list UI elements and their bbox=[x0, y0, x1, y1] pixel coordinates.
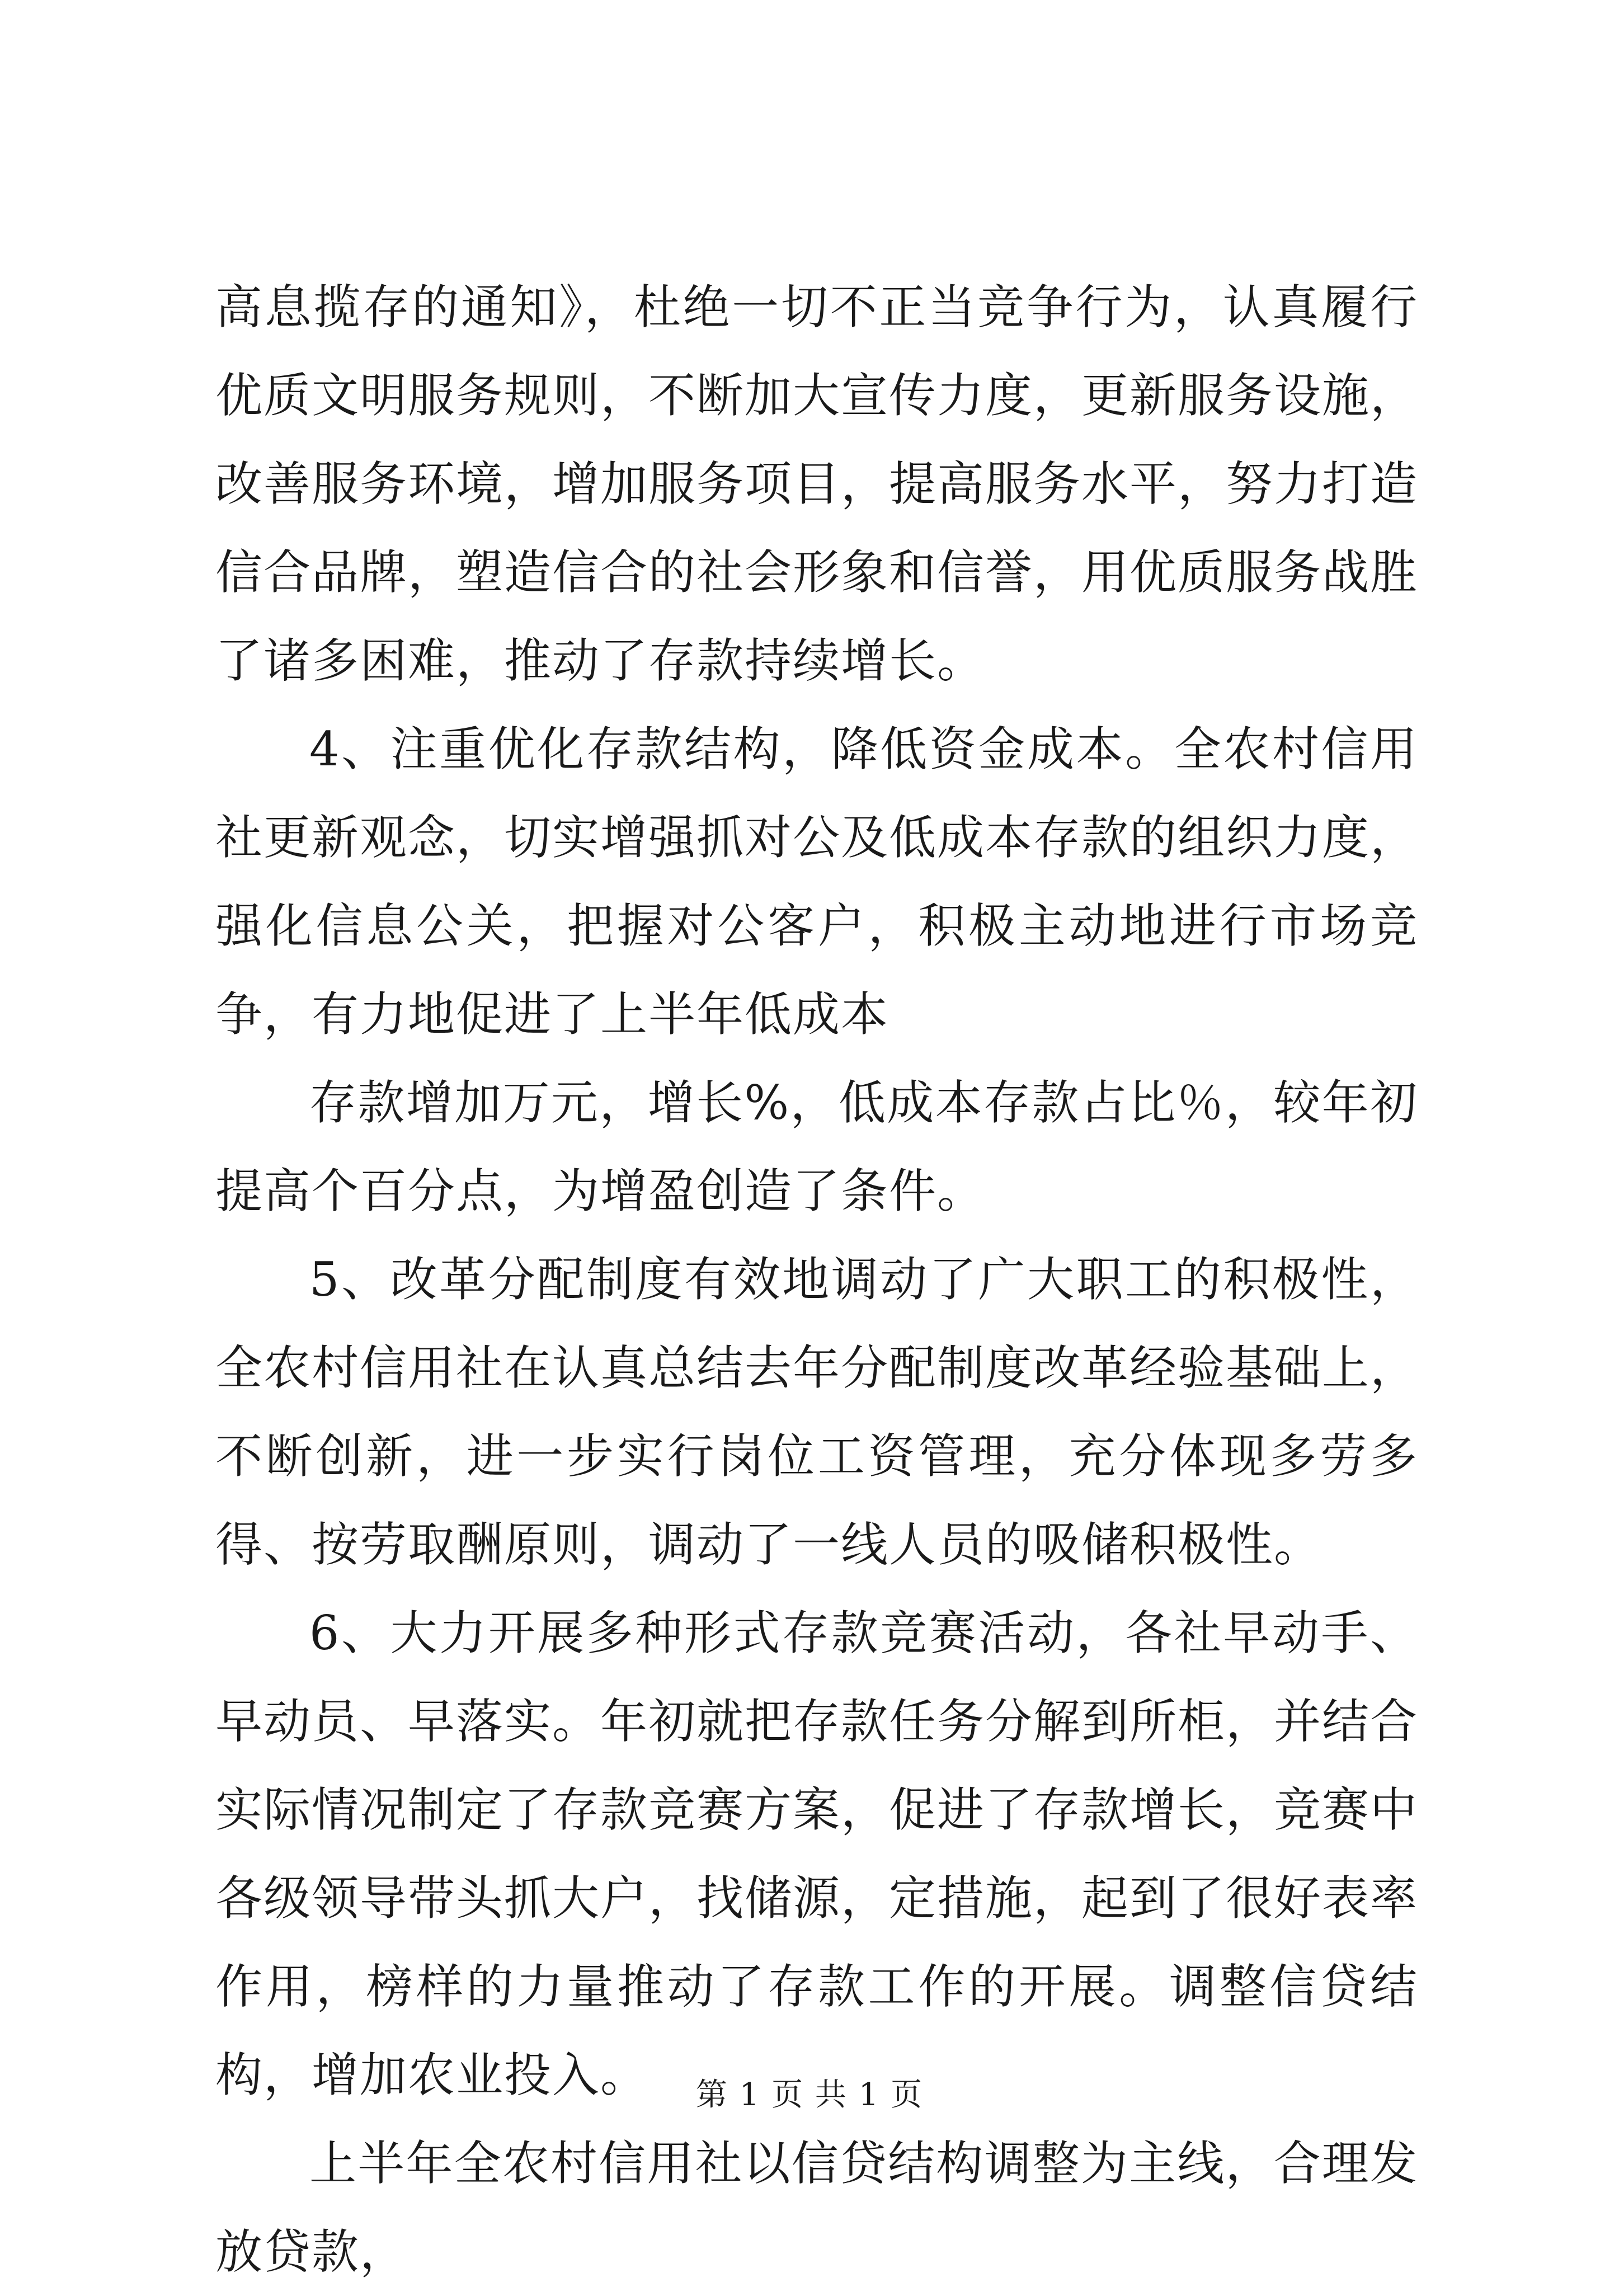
paragraph-4: 5、改革分配制度有效地调动了广大职工的积极性，全农村信用社在认真总结去年分配制度改革经验基础上，不断创新，进一步实行岗位工资管理，充分体现多劳多得、按劳取酬原则，调动了一线人员的吸储积极性。 bbox=[215, 1252, 1419, 1572]
page-number-label: 第 1 页 共 1 页 bbox=[695, 2077, 924, 2113]
paragraph-1: 高息揽存的通知》，杜绝一切不正当竞争行为，认真履行优质文明服务规则，不断加大宣传力度，更新服务设施，改善服务环境，增加服务项目，提高服务水平，努力打造信合品牌，塑造信合的社会形象和信誉，用优质服务战胜了诸多困难，推动了存款持续增长。 bbox=[215, 280, 1419, 688]
paragraph-3: 存款增加万元，增长%，低成本存款占比％，较年初提高个百分点，为增盈创造了条件。 bbox=[215, 1075, 1418, 1218]
paragraph-2: 4、注重优化存款结构，降低资金成本。全农村信用社更新观念，切实增强抓对公及低成本存款的组织力度，强化信息公关，把握对公客户，积极主动地进行市场竞争，有力地促进了上半年低成本 bbox=[215, 722, 1419, 1042]
document-body bbox=[215, 263, 1418, 2296]
page-footer bbox=[0, 2070, 1619, 2115]
paragraph-5: 6、大力开展多种形式存款竞赛活动，各社早动手、早动员、早落实。年初就把存款任务分解到所柜，并结合实际情况制定了存款竞赛方案，促进了存款增长，竞赛中各级领导带头抓大户，找储源，定措施，起到了很好表率作用，榜样的力量推动了存款工作的开展。调整信贷结构，增加农业投入。 bbox=[215, 1606, 1419, 2102]
paragraph-6: 上半年全农村信用社以信贷结构调整为主线，合理发放贷款， bbox=[215, 2136, 1418, 2279]
